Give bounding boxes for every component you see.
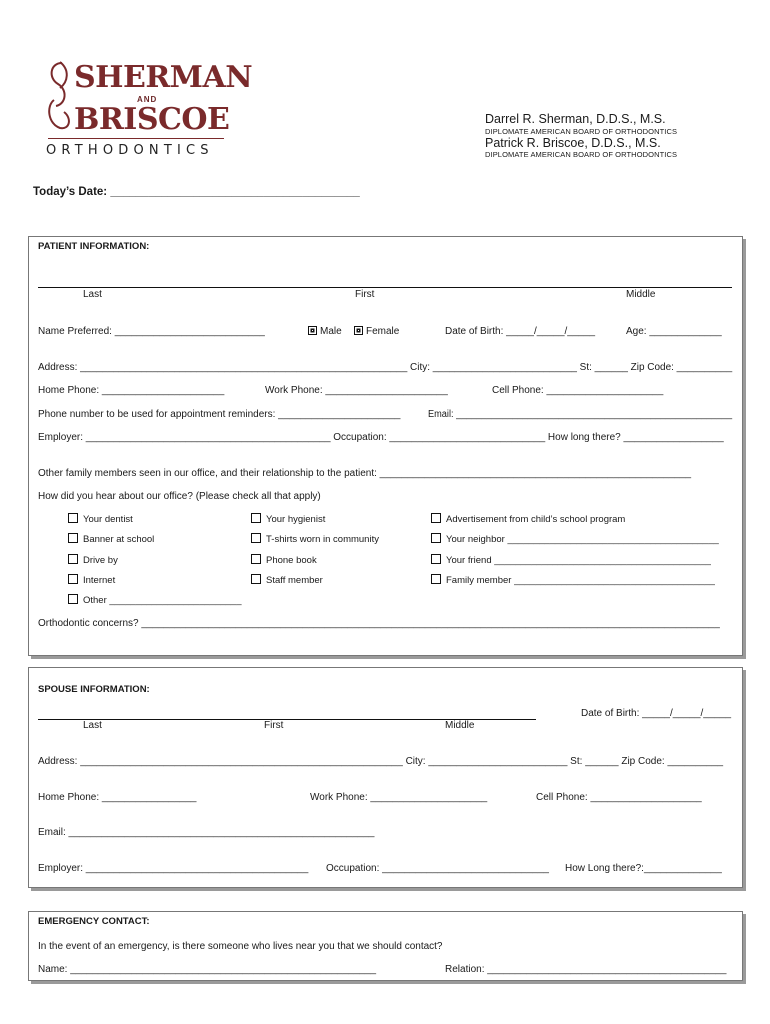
emergency-heading: EMERGENCY CONTACT:: [38, 916, 150, 927]
patient-age-field[interactable]: Age: _____________: [626, 326, 722, 337]
doctor-2-name: Patrick R. Briscoe, D.D.S., M.S.: [485, 136, 661, 150]
male-checkbox-icon[interactable]: [308, 326, 317, 335]
checkbox-icon[interactable]: [68, 554, 78, 564]
referral-option-tshirts[interactable]: T-shirts worn in community: [251, 533, 379, 545]
referral-option-drive-by[interactable]: Drive by: [68, 554, 118, 566]
female-checkbox[interactable]: Female: [354, 326, 399, 337]
checkbox-icon[interactable]: [68, 533, 78, 543]
patient-last-label: Last: [83, 289, 102, 300]
referral-option-other[interactable]: Other _________________________: [68, 594, 242, 606]
logo-monogram-icon: [44, 60, 74, 132]
spouse-home-phone-field[interactable]: Home Phone: _________________: [38, 792, 197, 803]
patient-cell-phone-field[interactable]: Cell Phone: _____________________: [492, 385, 664, 396]
spouse-work-phone-field[interactable]: Work Phone: _____________________: [310, 792, 488, 803]
spouse-middle-label: Middle: [445, 720, 475, 731]
spouse-address-field[interactable]: Address: __________________________________________________________ City: _________________________ St: ______ Zip Code: __________: [38, 756, 724, 767]
checkbox-icon[interactable]: [431, 513, 441, 523]
orthodontic-concerns-field[interactable]: Orthodontic concerns? ________________________________________________________________________________________________________: [38, 618, 720, 629]
referral-option-family[interactable]: Family member ______________________________________: [431, 574, 715, 586]
checkbox-icon[interactable]: [251, 513, 261, 523]
doctor-1-name: Darrel R. Sherman, D.D.S., M.S.: [485, 112, 666, 126]
doctor-1-title: DIPLOMATE AMERICAN BOARD OF ORTHODONTICS: [485, 127, 678, 136]
referral-option-neighbor[interactable]: Your neighbor ________________________________________: [431, 533, 719, 545]
checkbox-icon[interactable]: [68, 513, 78, 523]
referral-option-staff[interactable]: Staff member: [251, 574, 323, 586]
spouse-first-label: First: [264, 720, 284, 731]
patient-middle-label: Middle: [626, 289, 656, 300]
patient-work-phone-field[interactable]: Work Phone: ______________________: [265, 385, 448, 396]
checkbox-icon[interactable]: [431, 554, 441, 564]
spouse-dob-field[interactable]: Date of Birth: _____/_____/_____: [581, 708, 732, 719]
checkbox-icon[interactable]: [431, 574, 441, 584]
referral-option-phone-book[interactable]: Phone book: [251, 554, 317, 566]
checkbox-icon[interactable]: [431, 533, 441, 543]
spouse-email-field[interactable]: Email: _______________________________________________________: [38, 827, 375, 838]
referral-option-banner[interactable]: Banner at school: [68, 533, 154, 545]
checkbox-icon[interactable]: [68, 574, 78, 584]
reminder-phone-field[interactable]: Phone number to be used for appointment reminders: ______________________: [38, 409, 401, 420]
checkbox-icon[interactable]: [68, 594, 78, 604]
patient-address-field[interactable]: Address: ___________________________________________________________ City: __________________________ St: ______ Zip Code: __________: [38, 362, 733, 373]
practice-logo: [44, 60, 253, 160]
logo-briscoe: BRISCOE: [74, 102, 230, 137]
patient-home-phone-field[interactable]: Home Phone: ______________________: [38, 385, 225, 396]
doctor-2-title: DIPLOMATE AMERICAN BOARD OF ORTHODONTICS: [485, 150, 678, 159]
logo-rule: [48, 138, 224, 139]
logo-sherman: SHERMAN: [74, 60, 253, 95]
logo-orthodontics: ORTHODONTICS: [46, 143, 214, 158]
checkbox-icon[interactable]: [251, 574, 261, 584]
referral-option-internet[interactable]: Internet: [68, 574, 115, 586]
female-checkbox-icon[interactable]: [354, 326, 363, 335]
referral-option-school-ad[interactable]: Advertisement from child’s school program: [431, 513, 625, 525]
referral-option-your-hygienist[interactable]: Your hygienist: [251, 513, 325, 525]
patient-first-label: First: [355, 289, 375, 300]
patient-dob-field[interactable]: Date of Birth: _____/_____/_____: [445, 326, 596, 337]
emergency-question: In the event of an emergency, is there someone who lives near you that we should contact?: [38, 941, 443, 952]
checkbox-icon[interactable]: [251, 554, 261, 564]
spouse-employer-field[interactable]: Employer: ________________________________________: [38, 863, 309, 874]
spouse-cell-phone-field[interactable]: Cell Phone: ____________________: [536, 792, 702, 803]
patient-employer-field[interactable]: Employer: ____________________________________________ Occupation: ____________________________ How long there? __________________: [38, 432, 724, 443]
patient-email-field[interactable]: Email: ______________________________________________________: [428, 409, 733, 420]
logo-and: AND: [137, 95, 158, 104]
patient-name-line[interactable]: [38, 287, 732, 288]
name-preferred-field[interactable]: Name Preferred: ___________________________: [38, 326, 265, 337]
patient-heading: PATIENT INFORMATION:: [38, 241, 150, 252]
referral-option-friend[interactable]: Your friend _________________________________________: [431, 554, 711, 566]
spouse-heading: SPOUSE INFORMATION:: [38, 684, 150, 695]
spouse-occupation-field[interactable]: Occupation: ______________________________: [326, 863, 549, 874]
spouse-last-label: Last: [83, 720, 102, 731]
spouse-how-long-field[interactable]: How Long there?:______________: [565, 863, 722, 874]
emergency-name-field[interactable]: Name: _______________________________________________________: [38, 964, 377, 975]
emergency-relation-field[interactable]: Relation: ___________________________________________: [445, 964, 727, 975]
checkbox-icon[interactable]: [251, 533, 261, 543]
referral-question: How did you hear about our office? (Please check all that apply): [38, 491, 321, 502]
referral-option-your-dentist[interactable]: Your dentist: [68, 513, 133, 525]
family-members-field[interactable]: Other family members seen in our office, and their relationship to the patient: ________________________________________________________: [38, 468, 692, 479]
spouse-information-section: [28, 667, 743, 888]
todays-date-field[interactable]: Today’s Date: _______________________________________: [33, 186, 360, 198]
male-checkbox[interactable]: Male: [308, 326, 342, 337]
